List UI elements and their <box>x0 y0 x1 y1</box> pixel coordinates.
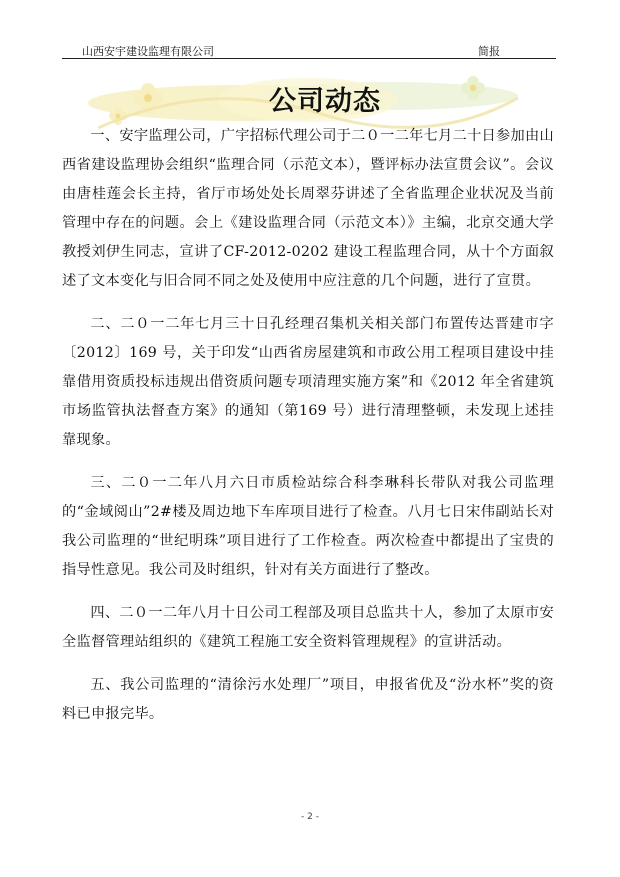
news-item-4: 四、二０一二年八月十日公司工程部及项目总监共十人，参加了太原市安全监督管理站组织的《建筑工程施工安全资料管理规程》的宣讲活动。 <box>62 605 554 650</box>
header-document-type: 简报 <box>478 45 500 58</box>
news-content <box>62 122 554 743</box>
page-header <box>62 38 556 59</box>
news-item-1: 一、安宇监理公司，广宇招标代理公司于二０一二年七月二十日参加由山西省建设监理协会组织“监理合同（示范文本），暨评标办法宣贯会议”。会议由唐桂莲会长主持，省厅市场处处长周翠芬讲述了全省监理企业状况及当前管理中存在的问题。会上《建设监理合同（示范文本）》主编，北京交通大学教授刘伊生同志，宣讲了CF-2012-0202 建设工程监理合同，从十个方面叙述了文本变化与旧合同不同之处及使用中应注意的几个问题，进行了宣贯。 <box>62 128 554 289</box>
page-title: 公司动态 <box>269 86 381 117</box>
news-item-5: 五、我公司监理的“清徐污水处理厂”项目，申报省优及“汾水杯”奖的资料已申报完毕。 <box>62 677 554 722</box>
header-company-name: 山西安宇建设监理有限公司 <box>82 45 214 58</box>
page-number: - 2 - <box>301 812 319 822</box>
news-item-2: 二、二０一二年七月三十日孔经理召集机关相关部门布置传达晋建市字〔2012〕169 号，关于印发“山西省房屋建筑和市政公用工程项目建设中挂靠借用资质投标违规出借资质问题专项清理实施方案”和《2012 年全省建筑市场监管执法督查方案》的通知（第169 号）进行清理整顿，未发现上述挂靠现象。 <box>62 316 554 448</box>
news-item-3: 三、二０一二年八月六日市质检站综合科李琳科长带队对我公司监理的“金域阅山”2#楼及周边地下车库项目进行了检查。八月七日宋伟副站长对我公司监理的“世纪明珠”项目进行了工作检查。两次检查中都提出了宝贵的指导性意见。我公司及时组织，针对有关方面进行了整改。 <box>62 475 554 578</box>
